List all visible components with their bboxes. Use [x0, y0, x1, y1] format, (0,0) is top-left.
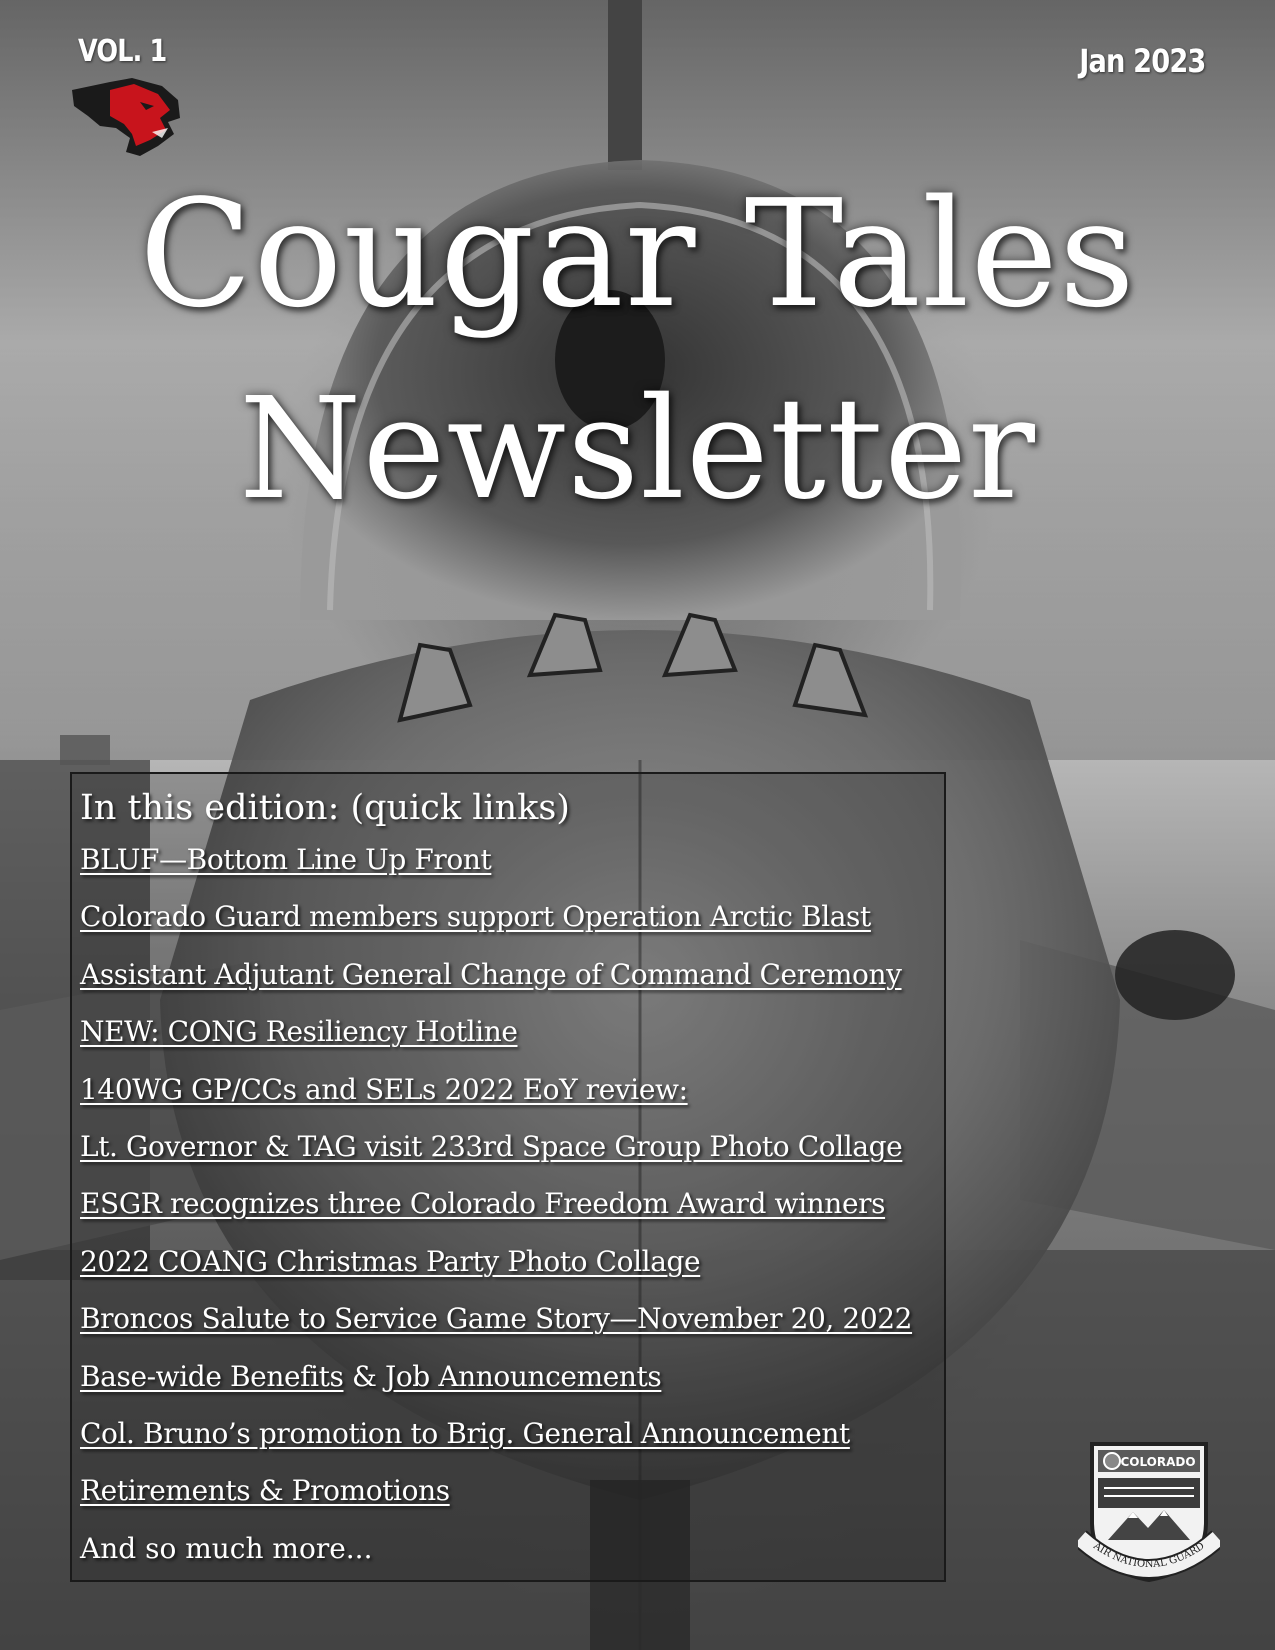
- toc-item-resiliency-hotline: [80, 1012, 944, 1069]
- toc-link-christmas-party[interactable]: 2022 COANG Christmas Party Photo Collage: [80, 1244, 701, 1278]
- toc-link-resiliency-hotline[interactable]: NEW: CONG Resiliency Hotline: [80, 1015, 518, 1049]
- toc-item-eoy-review: [80, 1070, 944, 1127]
- toc-item-bruno-promotion: [80, 1414, 944, 1471]
- toc-more-text: And so much more...: [80, 1531, 373, 1565]
- newsletter-title-line-2: Newsletter: [239, 368, 1036, 531]
- toc-item-broncos-game: [80, 1299, 944, 1356]
- toc-item-benefits-jobs: [80, 1357, 944, 1414]
- toc-link-broncos-game[interactable]: Broncos Salute to Service Game Story—November 20, 2022: [80, 1302, 913, 1336]
- issue-date: Jan 2023: [1078, 42, 1205, 80]
- toc-link-change-of-command[interactable]: Assistant Adjutant General Change of Command Ceremony: [80, 957, 902, 991]
- table-of-contents: [70, 772, 946, 1582]
- toc-item-change-of-command: [80, 955, 944, 1012]
- volume-label: VOL. 1: [78, 34, 167, 69]
- toc-item-bluf: [80, 840, 944, 897]
- toc-item-retirements: [80, 1471, 944, 1528]
- toc-item-esgr-awards: [80, 1184, 944, 1241]
- colorado-air-national-guard-emblem: [1078, 1430, 1220, 1586]
- toc-link-esgr-awards[interactable]: ESGR recognizes three Colorado Freedom Award winners: [80, 1187, 886, 1221]
- toc-item-christmas-party: [80, 1242, 944, 1299]
- toc-item-space-group-collage: [80, 1127, 944, 1184]
- newsletter-title-line-1: Cougar Tales: [139, 168, 1136, 340]
- toc-link-space-group-collage[interactable]: Lt. Governor & TAG visit 233rd Space Group Photo Collage: [80, 1129, 903, 1163]
- emblem-ring-text: AIR NATIONAL GUARD: [1091, 1540, 1207, 1571]
- toc-link-eoy-review[interactable]: 140WG GP/CCs and SELs 2022 EoY review:: [80, 1072, 688, 1106]
- toc-link-retirements[interactable]: Retirements & Promotions: [80, 1474, 450, 1508]
- toc-ampersand: &: [343, 1359, 386, 1393]
- toc-link-bruno-promotion[interactable]: Col. Bruno’s promotion to Brig. General Announcement: [80, 1416, 850, 1450]
- toc-link-jobs[interactable]: Job Announcements: [385, 1359, 662, 1393]
- toc-list: [80, 840, 944, 1529]
- emblem-colorado-text: COLORADO: [1120, 1455, 1196, 1469]
- toc-link-arctic-blast[interactable]: Colorado Guard members support Operation Arctic Blast: [80, 900, 871, 934]
- toc-item-arctic-blast: [80, 897, 944, 954]
- toc-heading: In this edition: (quick links): [80, 788, 570, 828]
- toc-link-bluf[interactable]: BLUF—Bottom Line Up Front: [80, 843, 492, 876]
- cougar-head-logo: [70, 76, 182, 158]
- toc-link-benefits[interactable]: Base-wide Benefits: [80, 1359, 344, 1393]
